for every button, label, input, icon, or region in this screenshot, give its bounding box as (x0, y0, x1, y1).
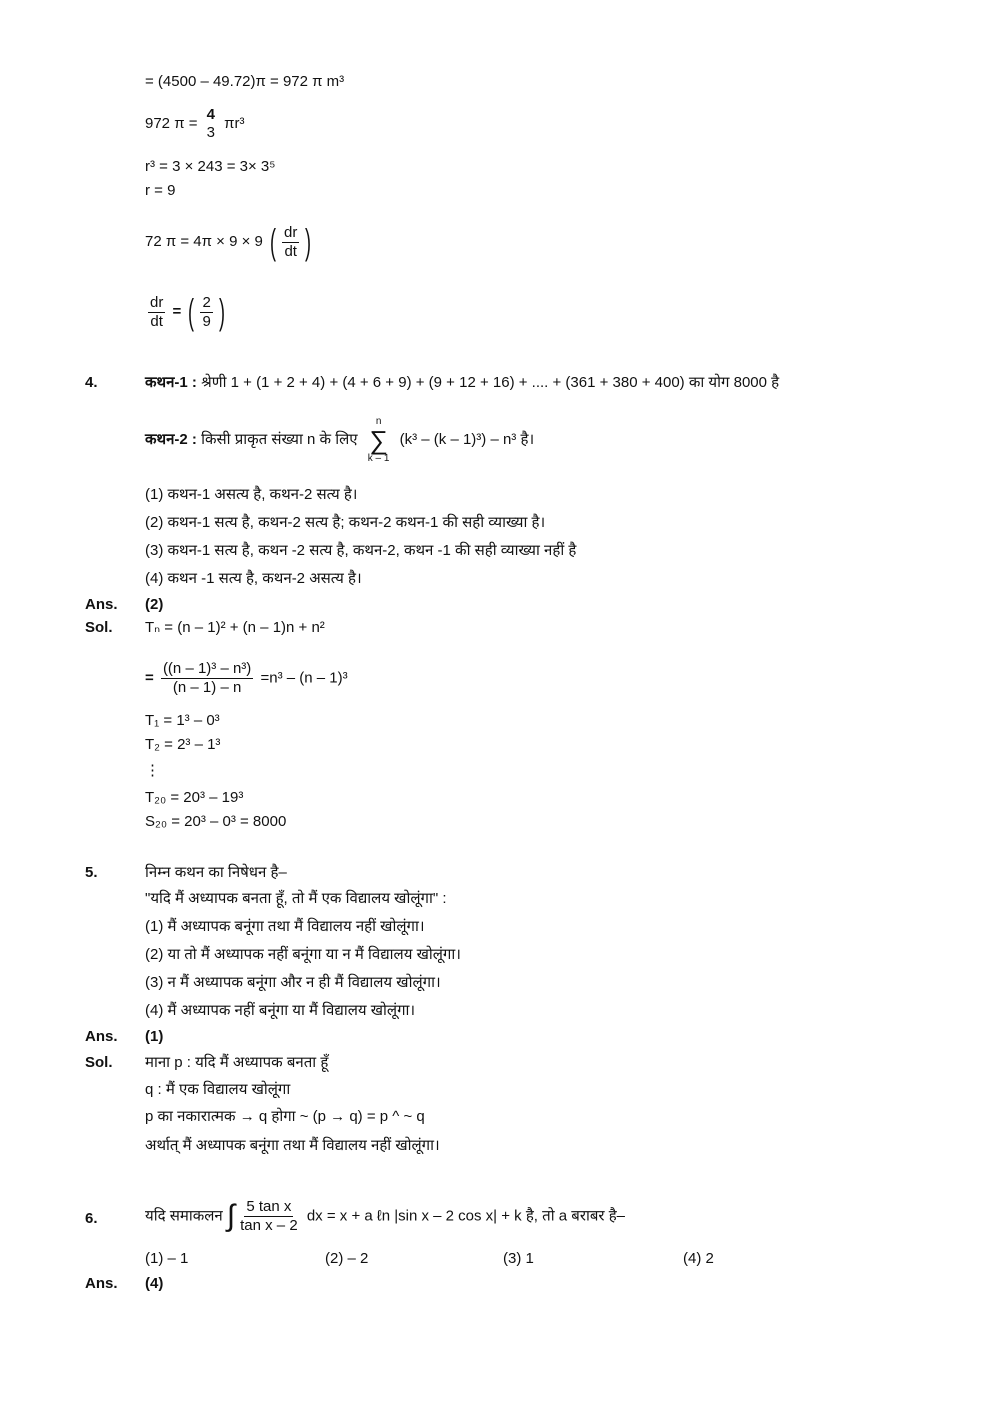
denominator: (n – 1) – n (172, 679, 242, 696)
fraction-dr-dt (148, 294, 165, 331)
q4-sol-step: S₂₀ = 20³ – 0³ = 8000 (145, 813, 287, 830)
numerator: dr (150, 293, 164, 311)
q5-sol-label: Sol. (85, 1054, 113, 1071)
denominator: tan x – 2 (240, 1217, 298, 1234)
q4-sol-step: T₁ = 1³ – 0³ (145, 712, 220, 729)
q5-option-1: (1) मैं अध्यापक बनूंगा तथा मैं विद्यालय नहीं खोलूंगा। (145, 918, 425, 935)
q3-line-6 (145, 292, 228, 332)
q4-statement-1 (145, 374, 779, 392)
q5-answer: (1) (145, 1028, 164, 1045)
q4-option-4: (4) कथन -1 सत्य है, कथन-2 असत्य है। (145, 570, 362, 587)
fraction-4-3 (205, 106, 217, 142)
paren-dr-dt: ( $\frac{dr}{dt}$ ) (270, 221, 312, 262)
fraction-result: =n³ – (n – 1)³ (260, 669, 348, 687)
fraction (161, 660, 253, 697)
q4-sol-step: T₂₀ = 20³ – 19³ (145, 789, 244, 806)
q5-sol-line: अर्थात् मैं अध्यापक बनूंगा तथा मैं विद्यालय नहीं खोलूंगा। (145, 1137, 440, 1154)
paren-2-9: ( $\frac{2}{9}$ ) (188, 291, 225, 332)
q5-sol-line: p का नकारात्मक → q होगा ~ (p → q) = p ^ ~ q (145, 1108, 425, 1125)
q5-sol-line: माना p : यदि मैं अध्यापक बनता हूँ (145, 1054, 329, 1071)
q4-option-3: (3) कथन-1 सत्य है, कथन -2 सत्य है, कथन-2, कथन -1 की सही व्याख्या नहीं है (145, 542, 577, 559)
numerator: 4 (206, 106, 215, 123)
q4-sol-line-1: Tₙ = (n – 1)² + (n – 1)n + n² (145, 619, 325, 636)
q4-sol-label: Sol. (85, 619, 113, 636)
summation-expression: (k³ – (k – 1)³) – n³ है। (399, 430, 535, 448)
question-suffix: dx = x + a ℓn |sin x – 2 cos x| + k है, तो a बराबर है– (306, 1207, 626, 1225)
equals: = (172, 302, 182, 320)
q3-line-5 (145, 222, 314, 262)
q6-ans-label: Ans. (85, 1275, 118, 1292)
q4-option-1: (1) कथन-1 असत्य है, कथन-2 सत्य है। (145, 486, 358, 503)
q3-line-2-lhs: 972 π = (145, 114, 198, 132)
q5-option-2: (2) या तो मैं अध्यापक नहीं बनूंगा या न मैं विद्यालय खोलूंगा। (145, 946, 461, 963)
q3-line-2-rhs: πr³ (224, 114, 245, 132)
q5-question: निम्न कथन का निषेधन है– (145, 864, 287, 881)
q4-option-2: (2) कथन-1 सत्य है, कथन-2 सत्य है; कथन-2 कथन-1 की सही व्याख्या है। (145, 514, 546, 531)
q4-ans-label: Ans. (85, 596, 118, 613)
q6-number: 6. (85, 1210, 98, 1227)
q4-sol-step: ⋮ (145, 762, 160, 779)
q5-sol-line: q : मैं एक विद्यालय खोलूंगा (145, 1081, 291, 1098)
q4-statement-2 (145, 416, 534, 464)
q6-option-3: (3) 1 (503, 1250, 534, 1267)
sum-upper-limit: n (375, 416, 382, 427)
statement-label: कथन-2 : (145, 430, 197, 448)
denominator: dt (150, 312, 163, 330)
q5-number: 5. (85, 864, 98, 881)
q3-line-3: r³ = 3 × 243 = 3× 3⁵ (145, 158, 276, 175)
numerator: dr (284, 223, 298, 241)
q4-number: 4. (85, 374, 98, 391)
q4-sol-step: T₂ = 2³ – 1³ (145, 736, 221, 753)
numerator: 2 (202, 293, 211, 311)
denominator: 9 (202, 312, 211, 330)
numerator: 5 tan x (246, 1198, 292, 1215)
equals: = (145, 669, 154, 687)
q6-option-2: (2) – 2 (325, 1250, 369, 1267)
denominator: 3 (206, 124, 215, 141)
statement-text: श्रेणी 1 + (1 + 2 + 4) + (4 + 6 + 9) + (9 + 12 + 16) + .... + (361 + 380 + 400) का योग 8000 है (201, 374, 780, 391)
q4-answer: (2) (145, 596, 164, 613)
q3-line-2 (145, 106, 245, 142)
denominator: dt (284, 242, 297, 260)
q3-line-4: r = 9 (145, 182, 176, 199)
q4-sol-fraction-line (145, 660, 348, 697)
integrand-fraction (238, 1198, 300, 1235)
q6-option-1: (1) – 1 (145, 1250, 189, 1267)
q3-line-5-lhs: 72 π = 4π × 9 × 9 (145, 232, 263, 250)
question-prefix: यदि समाकलन (145, 1207, 223, 1225)
sum-lower-limit: k – 1 (367, 453, 390, 464)
summation-symbol: n ∑ k – 1 (367, 416, 390, 464)
q5-statement: "यदि मैं अध्यापक बनता हूँ, तो मैं एक विद्यालय खोलूंगा" : (145, 890, 447, 907)
q6-option-4: (4) 2 (683, 1250, 714, 1267)
q6-question (145, 1198, 625, 1235)
statement-label: कथन-1 : (145, 374, 197, 391)
q5-ans-label: Ans. (85, 1028, 118, 1045)
statement-text: किसी प्राकृत संख्या n के लिए (201, 430, 358, 448)
integral-symbol: ∫ (226, 1199, 236, 1233)
q5-option-4: (4) मैं अध्यापक नहीं बनूंगा या मैं विद्यालय खोलूंगा। (145, 1002, 416, 1019)
numerator: ((n – 1)³ – n³) (162, 660, 252, 677)
q3-line-1: = (4500 – 49.72)π = 972 π m³ (145, 73, 345, 90)
q6-answer: (4) (145, 1275, 164, 1292)
q5-option-3: (3) न मैं अध्यापक बनूंगा और न ही मैं विद्यालय खोलूंगा। (145, 974, 441, 991)
